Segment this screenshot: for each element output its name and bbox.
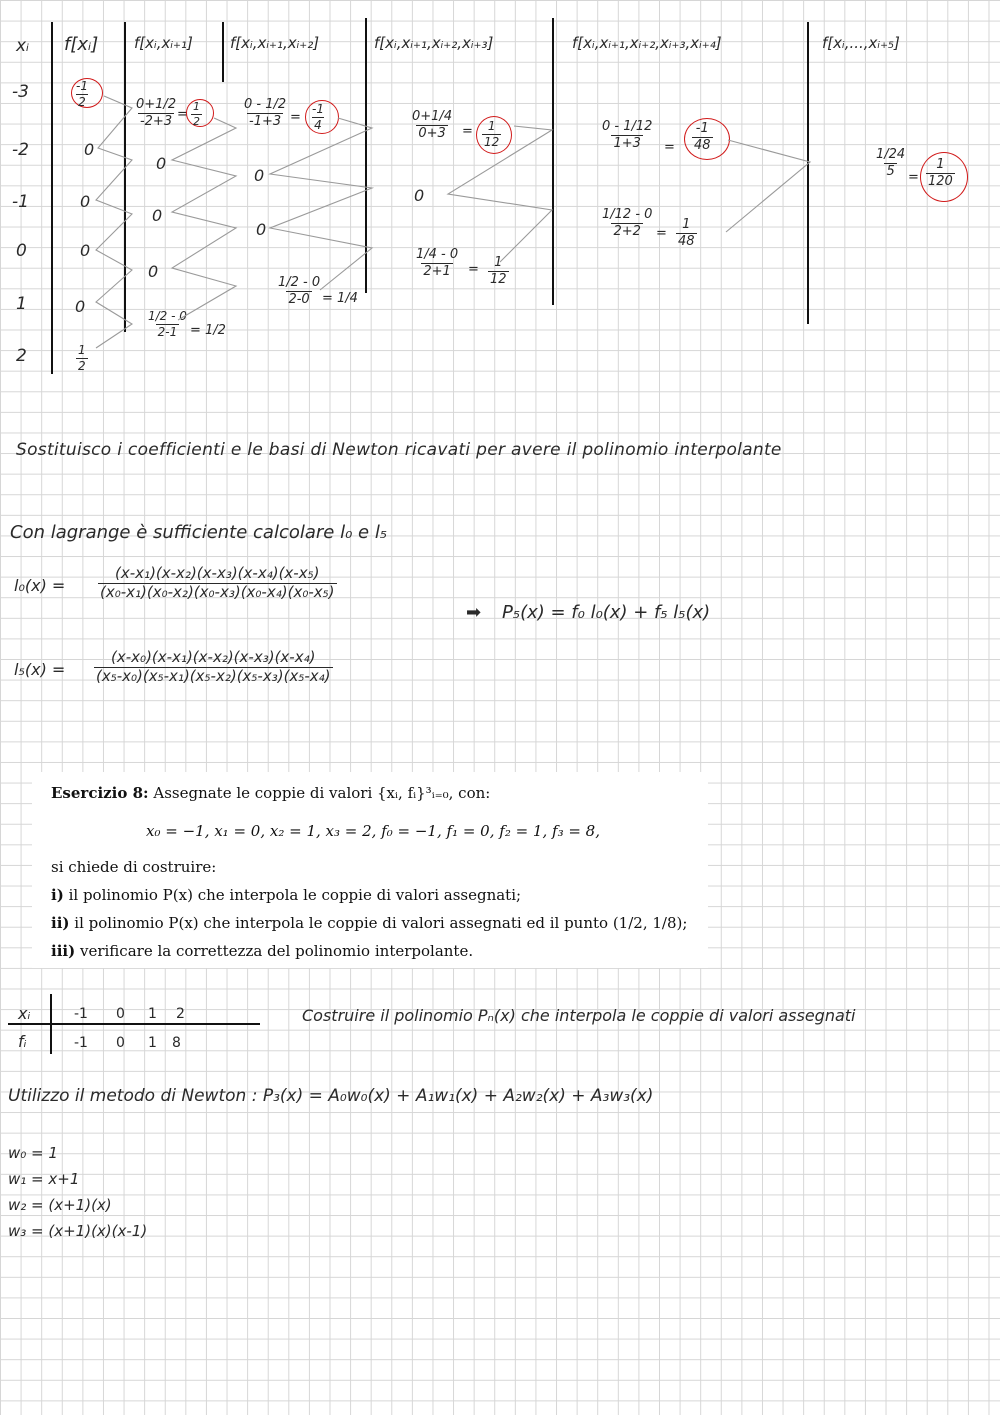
exercise-ask: si chiede di costruire: bbox=[51, 858, 217, 876]
table-cell: 0 bbox=[116, 1006, 125, 1022]
x-value: 2 bbox=[16, 346, 27, 366]
note-substitute: Sostituisco i coefficienti e le basi di Newton ricavati per avere il polinomio interpolante bbox=[16, 440, 782, 460]
exercise-intro: Assegnate le coppie di valori {xᵢ, fᵢ}³ᵢ₌₀, con: bbox=[153, 784, 491, 802]
header-f: f[xᵢ] bbox=[64, 34, 99, 55]
header-f6: f[xᵢ,...,xᵢ₊₅] bbox=[822, 34, 900, 52]
diff4-zero: 0 bbox=[414, 186, 425, 205]
diff6-result: $\frac{1}{120}$ bbox=[928, 157, 953, 189]
header-f2: f[xᵢ,xᵢ₊₁] bbox=[134, 34, 193, 52]
l5-label: l₅(x) = bbox=[14, 660, 66, 679]
x-value: -1 bbox=[12, 192, 29, 212]
diff4-last-result: $\frac{1}{12}$ bbox=[490, 255, 507, 287]
diff2-zero: 0 bbox=[152, 206, 163, 225]
diff5-first: $\frac{0 - 1/12}{1+3}$ bbox=[602, 119, 653, 151]
diff3-first: $\frac{0 - 1/2}{-1+3}$ bbox=[244, 97, 287, 129]
diff2-last: $\frac{1/2 - 0}{2-1}$ bbox=[148, 309, 187, 339]
table-cell: 2 bbox=[176, 1006, 185, 1022]
diff5-last-result: $\frac{1}{48}$ bbox=[678, 217, 695, 249]
diff4-first: $\frac{0+1/4}{0+3}$ bbox=[412, 109, 453, 141]
diff2-first-result: $\frac{1}{2}$ bbox=[193, 100, 200, 128]
w2-line: w₂ = (x+1)(x) bbox=[8, 1196, 112, 1214]
diff3-zero: 0 bbox=[256, 220, 267, 239]
connector-lines bbox=[0, 0, 1000, 400]
exercise-title: Esercizio 8: bbox=[51, 784, 149, 802]
f-value-first: $\frac{-1}{2}$ bbox=[76, 79, 88, 109]
table-cell: 1 bbox=[148, 1006, 157, 1022]
exercise-values: x₀ = −1, x₁ = 0, x₂ = 1, x₃ = 2, f₀ = −1, f₁ = 0, f₂ = 1, f₃ = 8, bbox=[146, 822, 600, 840]
arrow-icon: ➡ bbox=[466, 602, 482, 623]
newton-note: Utilizzo il metodo di Newton : P₃(x) = A₀w₀(x) + A₁w₁(x) + A₂w₂(x) + A₃w₃(x) bbox=[8, 1086, 654, 1106]
p5-formula: P₅(x) = f₀ l₀(x) + f₅ l₅(x) bbox=[502, 602, 711, 623]
diff2-zero: 0 bbox=[148, 262, 159, 281]
f-value: 0 bbox=[80, 241, 91, 260]
table-cell: -1 bbox=[74, 1035, 88, 1051]
divider bbox=[8, 1023, 260, 1025]
diff4-first-result: $\frac{1}{12}$ bbox=[484, 119, 500, 149]
x-value: -2 bbox=[12, 140, 29, 160]
f-value-last: $\frac{1}{2}$ bbox=[78, 343, 86, 373]
note-lagrange-intro: Con lagrange è sufficiente calcolare l₀ e l₅ bbox=[10, 522, 388, 543]
x-value: 1 bbox=[16, 294, 27, 314]
header-f4: f[xᵢ,xᵢ₊₁,xᵢ₊₂,xᵢ₊₃] bbox=[374, 34, 494, 52]
w3-line: w₃ = (x+1)(x)(x-1) bbox=[8, 1222, 148, 1240]
diff3-zero: 0 bbox=[254, 166, 265, 185]
table-cell: 0 bbox=[116, 1035, 125, 1051]
x-value: 0 bbox=[16, 241, 27, 261]
diff2-first: $\frac{0+1/2}{-2+3}$ bbox=[136, 97, 177, 129]
f-value: 0 bbox=[84, 140, 95, 159]
diff5-last: $\frac{1/12 - 0}{2+2}$ bbox=[602, 207, 653, 239]
w1-line: w₁ = x+1 bbox=[8, 1170, 80, 1188]
header-f5: f[xᵢ,xᵢ₊₁,xᵢ₊₂,xᵢ₊₃,xᵢ₊₄] bbox=[572, 34, 722, 52]
small-table-x-label: xᵢ bbox=[18, 1004, 31, 1023]
exercise-item: i) il polinomio P(x) che interpola le coppie di valori assegnati; bbox=[51, 886, 522, 904]
table-cell: 1 bbox=[148, 1035, 157, 1051]
diff3-first-result: $\frac{-1}{4}$ bbox=[312, 102, 324, 132]
diff4-last: $\frac{1/4 - 0}{2+1}$ bbox=[416, 247, 459, 279]
exercise-box bbox=[32, 772, 708, 968]
diff3-last-result: = 1/4 bbox=[322, 291, 358, 306]
diff5-first-result: $\frac{-1}{48}$ bbox=[694, 121, 711, 153]
exercise-item: iii) verificare la correttezza del polinomio interpolante. bbox=[51, 942, 474, 960]
header-f3: f[xᵢ,xᵢ₊₁,xᵢ₊₂] bbox=[230, 34, 320, 52]
diff2-last-result: = 1/2 bbox=[190, 323, 226, 338]
f-value: 0 bbox=[75, 297, 86, 316]
w0-line: w₀ = 1 bbox=[8, 1144, 58, 1162]
l0-fraction: $\frac{\text{(x-x₁)(x-x₂)(x-x₃)(x-x₄)(x-x₅)}}{\text{(x₀-x₁)(x₀-x₂)(x₀-x₃)(x₀-x₄)(x₀-x₅)}}$ bbox=[100, 564, 335, 601]
x-value: -3 bbox=[12, 82, 29, 102]
l5-fraction: $\frac{\text{(x-x₀)(x-x₁)(x-x₂)(x-x₃)(x-x₄)}}{\text{(x₅-x₀)(x₅-x₁)(x₅-x₂)(x₅-x₃)(x₅-x₄)}}$ bbox=[96, 648, 331, 685]
diff2-zero: 0 bbox=[156, 154, 167, 173]
header-xi: xᵢ bbox=[16, 36, 30, 56]
small-table-f-label: fᵢ bbox=[18, 1032, 27, 1051]
diff6: $\frac{1/24}{5}$ bbox=[876, 147, 906, 179]
l0-label: l₀(x) = bbox=[14, 576, 66, 595]
diff3-last: $\frac{1/2 - 0}{2-0}$ bbox=[278, 275, 321, 307]
table-cell: 8 bbox=[172, 1035, 181, 1051]
table-cell: -1 bbox=[74, 1006, 88, 1022]
exercise-item: ii) il polinomio P(x) che interpola le coppie di valori assegnati ed il punto (1/2, 1/8); bbox=[51, 914, 688, 932]
construct-note: Costruire il polinomio Pₙ(x) che interpola le coppie di valori assegnati bbox=[302, 1006, 856, 1025]
f-value: 0 bbox=[80, 192, 91, 211]
